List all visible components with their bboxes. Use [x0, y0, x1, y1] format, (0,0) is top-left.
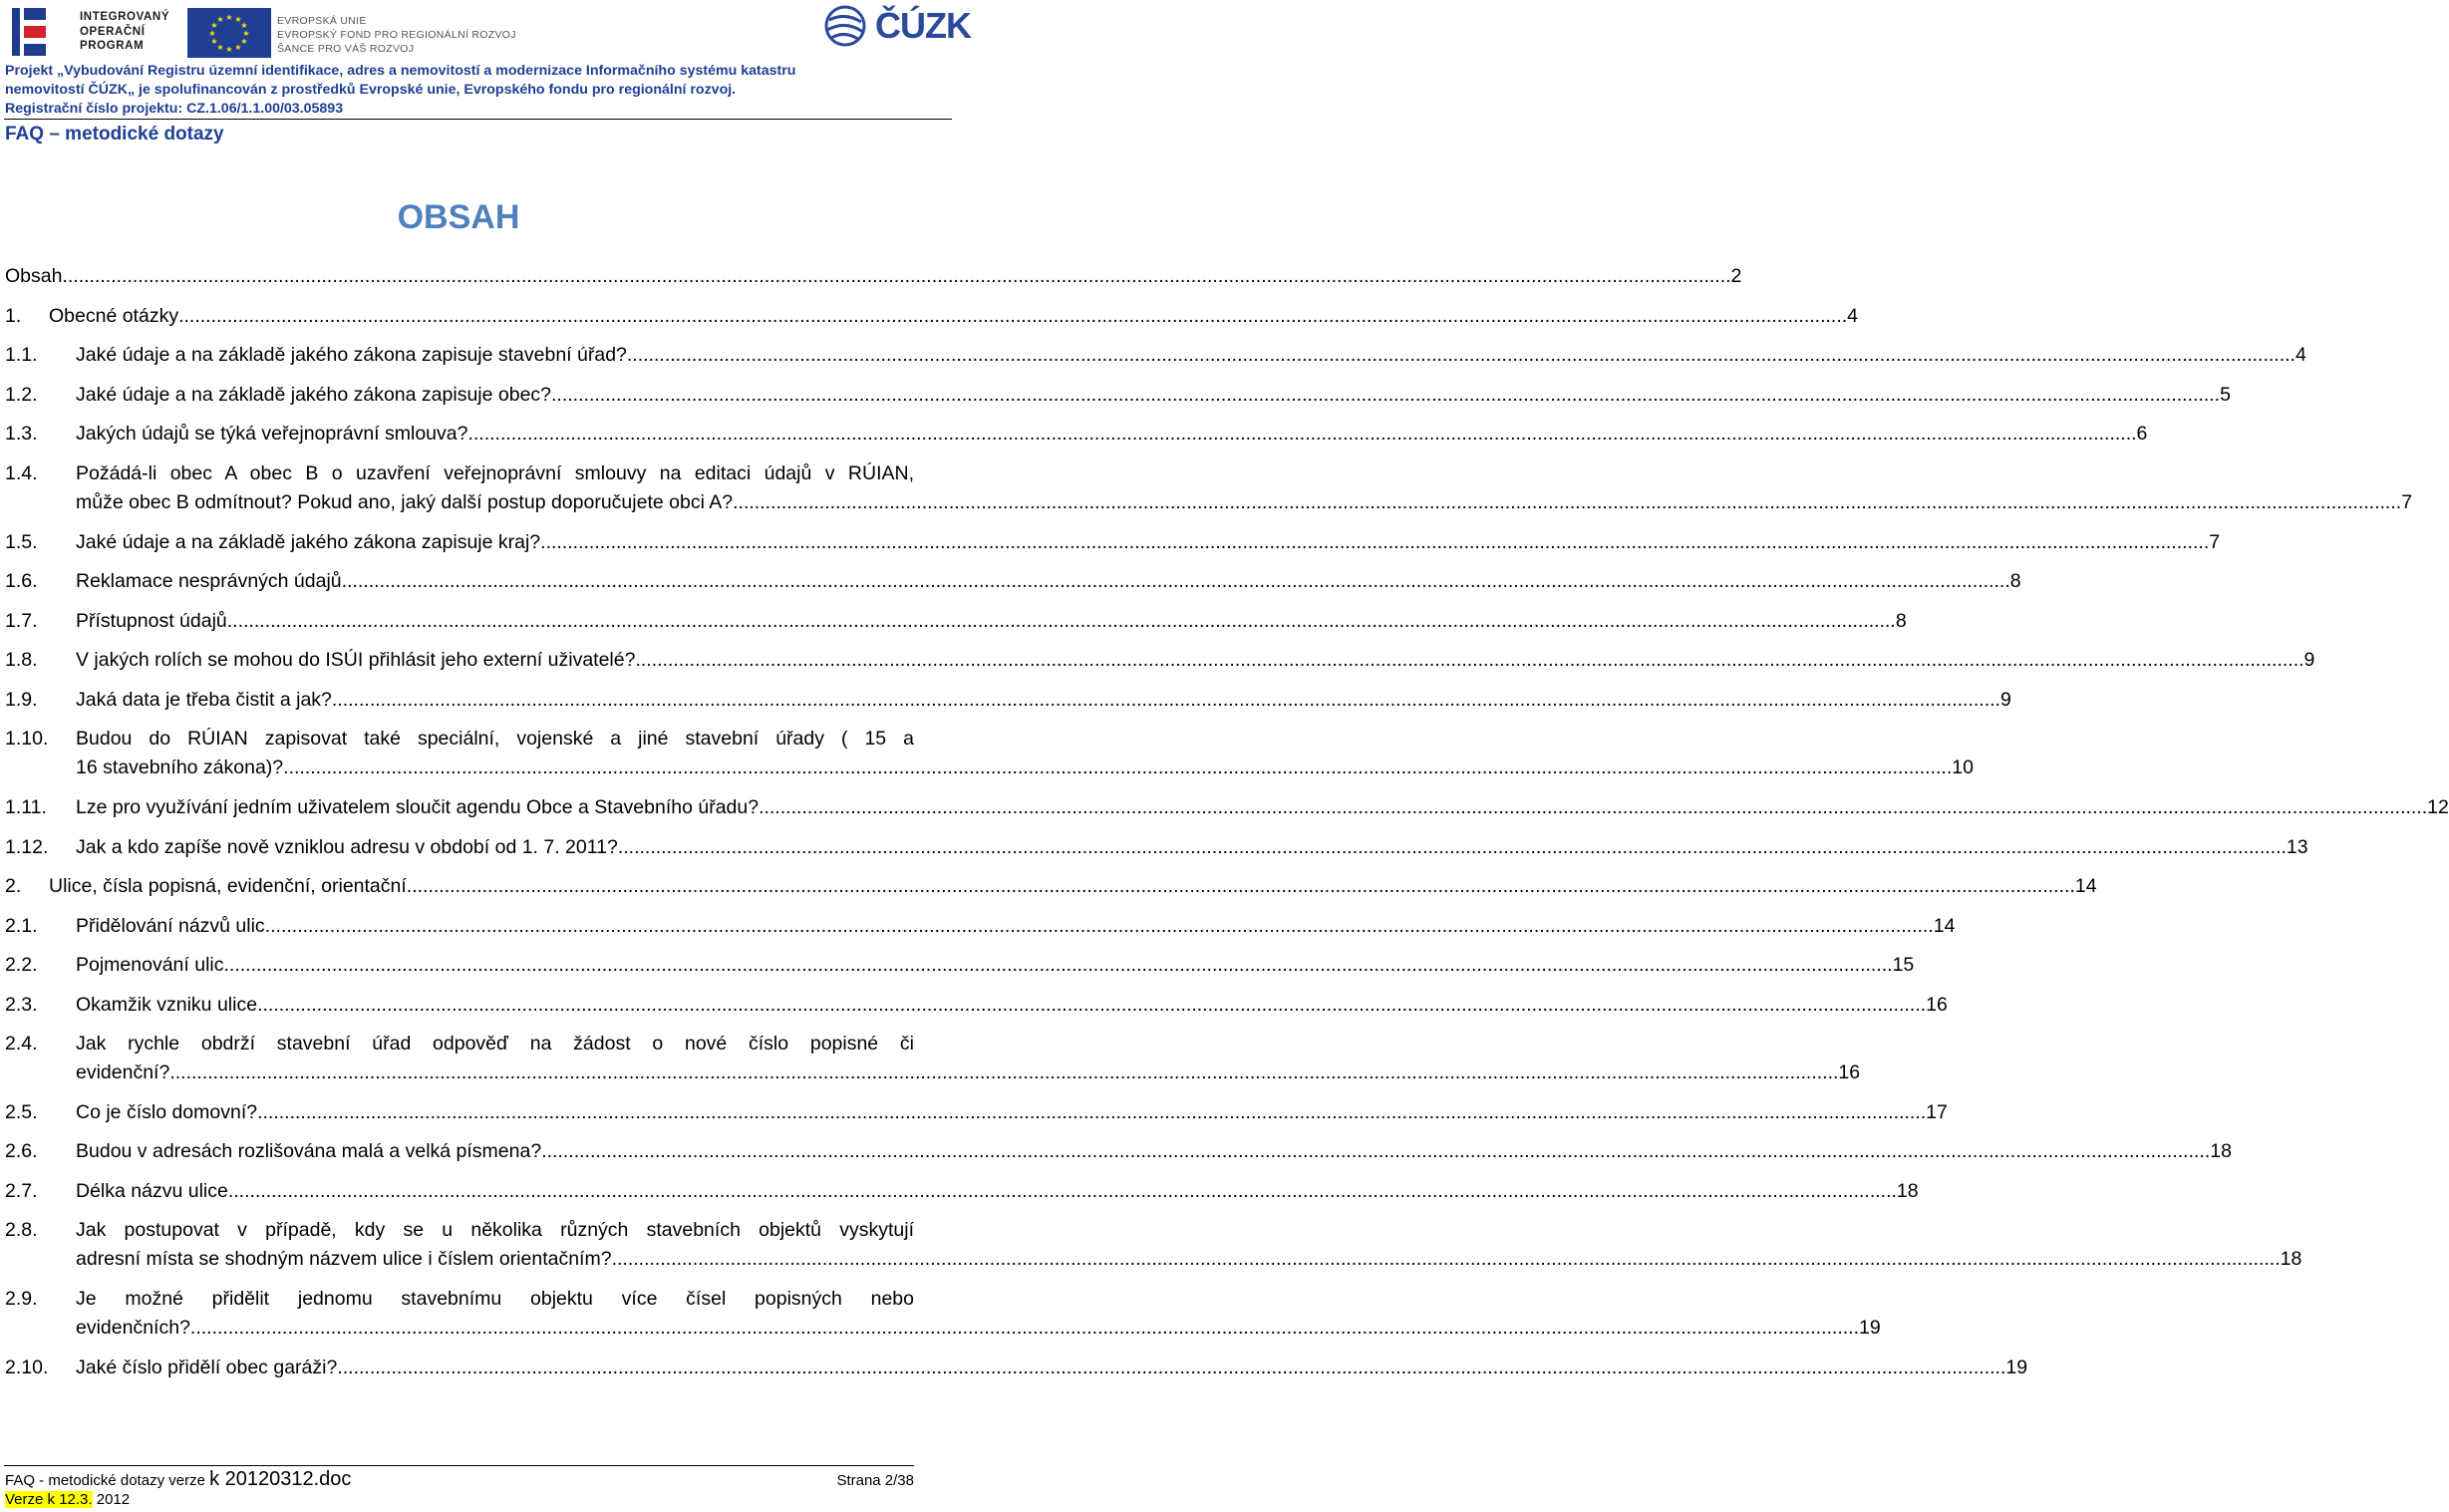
- toc-label-line-1: Jak rychle obdrží stavební úřad odpověď na žádost o nové číslo popisné či: [76, 1033, 914, 1055]
- toc-label: Lze pro využívání jedním uživatelem sloučit agendu Obce a Stavebního úřadu?: [76, 796, 760, 818]
- svg-text:★: ★: [210, 37, 218, 46]
- svg-text:★: ★: [240, 37, 248, 46]
- svg-text:★: ★: [234, 15, 242, 24]
- toc-page: 10: [1952, 756, 1974, 778]
- toc-page: 9: [1999, 689, 2011, 711]
- toc-number: 1.3.: [5, 423, 38, 445]
- toc-number: 1.2.: [5, 384, 38, 406]
- toc-page: 2: [1730, 265, 1742, 287]
- toc-label: může obec B odmítnout? Pokud ano, jaký další postup doporučujete obci A?: [76, 491, 734, 513]
- toc-label-line-1: Jak postupovat v případě, kdy se u několika různých stavebních objektů vyskytují: [76, 1219, 914, 1241]
- iop-logo-text: INTEGROVANÝ OPERAČNÍ PROGRAM: [80, 11, 170, 52]
- toc-leader: [541, 1137, 2210, 1166]
- toc-number: 1.4.: [5, 462, 38, 484]
- eu-flag-icon: [187, 8, 271, 58]
- svg-text:★: ★: [210, 21, 218, 30]
- toc-leader: [342, 567, 2010, 596]
- toc-leader: [759, 793, 2427, 822]
- toc-page: 18: [2210, 1140, 2232, 1162]
- toc-number: 2.3.: [5, 994, 38, 1016]
- toc-page: 7: [2401, 491, 2413, 513]
- toc-label: Budou v adresách rozlišována malá a velká písmena?: [76, 1140, 542, 1162]
- toc-leader: [227, 607, 1896, 636]
- toc-label: Ulice, čísla popisná, evidenční, orientační: [49, 875, 407, 897]
- toc-number: 1.9.: [5, 689, 38, 711]
- cuzk-logo: [823, 4, 971, 48]
- toc-label: Obsah: [5, 265, 63, 287]
- toc-page: 13: [2286, 836, 2308, 858]
- toc-leader: [283, 754, 1952, 782]
- toc-label: Délka názvu ulice: [76, 1180, 228, 1202]
- toc-number: 2.2.: [5, 954, 38, 976]
- toc-leader: [612, 1245, 2281, 1274]
- footer-rule: [4, 1465, 914, 1466]
- toc-leader: [169, 1058, 1838, 1087]
- page-number: Strana 2/38: [836, 1472, 914, 1489]
- toc-number: 2.1.: [5, 915, 38, 937]
- toc-label-line-1: Budou do RÚIAN zapisovat také speciální, vojenské a jiné stavební úřady ( 15 a: [76, 728, 914, 750]
- toc-page: 18: [1896, 1180, 1919, 1202]
- toc-page: 19: [1859, 1317, 1881, 1339]
- project-line-3: Registrační číslo projektu: CZ.1.06/1.1.00/03.05893: [5, 101, 344, 117]
- toc-page: 16: [1926, 994, 1948, 1016]
- toc-number: 2.6.: [5, 1140, 38, 1162]
- svg-text:★: ★: [234, 43, 242, 52]
- toc-page: 14: [1933, 915, 1956, 937]
- toc-leader: [178, 302, 1847, 331]
- header-logos: [0, 0, 971, 62]
- toc-number: 2.7.: [5, 1180, 38, 1202]
- version-highlight: Verze k 12.3.: [5, 1491, 93, 1508]
- toc-number: 1.11.: [5, 796, 47, 818]
- toc-label: V jakých rolích se mohou do ISÚI přihlásit jeho externí uživatelé?: [76, 649, 636, 671]
- toc-number: 1.5.: [5, 531, 38, 553]
- toc-leader: [257, 991, 1926, 1020]
- toc-leader: [224, 951, 1893, 980]
- toc-page: 6: [2136, 423, 2148, 445]
- project-info: [5, 62, 952, 119]
- eu-logo-text: EVROPSKÁ UNIE EVROPSKÝ FOND PRO REGIONÁLNÍ ROZVOJ ŠANCE PRO VÁŠ ROZVOJ: [277, 15, 516, 55]
- cuzk-logo-text: ČÚZK: [875, 5, 971, 46]
- toc-number: 2.4.: [5, 1033, 38, 1055]
- svg-text:★: ★: [216, 15, 224, 24]
- toc-page: 14: [2074, 875, 2097, 897]
- toc-label-line-1: Je možné přidělit jednomu stavebnímu objektu více čísel popisných nebo: [76, 1288, 914, 1310]
- toc-label-line-1: Požádá-li obec A obec B o uzavření veřejnoprávní smlouvy na editaci údajů v RÚIAN,: [76, 462, 914, 484]
- toc-label: evidenční?: [76, 1061, 170, 1083]
- toc-number: 1.6.: [5, 570, 38, 592]
- toc-label: Přidělování názvů ulic: [76, 915, 265, 937]
- toc-page: 9: [2303, 649, 2315, 671]
- toc-label: Jaké údaje a na základě jakého zákona zapisuje kraj?: [76, 531, 541, 553]
- toc-label: Co je číslo domovní?: [76, 1101, 258, 1123]
- toc-label: Jaké údaje a na základě jakého zákona zapisuje stavební úřad?: [76, 344, 627, 366]
- toc-label: Jaké číslo přidělí obec garáži?: [76, 1357, 338, 1378]
- toc-number: 1.: [5, 305, 22, 327]
- toc-page: 8: [2009, 570, 2021, 592]
- toc-leader: [733, 488, 2401, 517]
- toc-label: Jaké údaje a na základě jakého zákona zapisuje obec?: [76, 384, 552, 406]
- toc-number: 1.8.: [5, 649, 38, 671]
- toc-page: 12: [2427, 796, 2449, 818]
- svg-text:★: ★: [225, 13, 233, 22]
- toc-leader: [618, 833, 2287, 862]
- toc-page: 5: [2220, 384, 2231, 406]
- svg-text:★: ★: [216, 43, 224, 52]
- page-title: OBSAH: [397, 198, 520, 236]
- toc-number: 2.9.: [5, 1288, 38, 1310]
- toc-label: Přístupnost údajů: [76, 610, 227, 632]
- toc-leader: [228, 1177, 1897, 1206]
- toc-number: 2.5.: [5, 1101, 38, 1123]
- toc-leader: [635, 646, 2303, 675]
- svg-text:★: ★: [240, 21, 248, 30]
- toc-leader: [62, 262, 1730, 291]
- svg-text:★: ★: [242, 29, 250, 38]
- iop-logo-mark: [12, 8, 52, 56]
- toc-number: 1.7.: [5, 610, 38, 632]
- toc-leader: [190, 1314, 1859, 1343]
- toc-number: 2.: [5, 875, 22, 897]
- toc-page: 8: [1895, 610, 1907, 632]
- project-line-1: Projekt „Vybudování Registru územní identifikace, adres a nemovitostí a modernizace Informačního systému katastru: [5, 63, 796, 79]
- toc-page: 19: [2005, 1357, 2028, 1378]
- toc-page: 17: [1926, 1101, 1948, 1123]
- toc-leader: [551, 381, 2220, 410]
- doc-title: FAQ – metodické dotazy: [5, 124, 224, 145]
- header-rule: [4, 119, 952, 120]
- toc-leader: [337, 1354, 2005, 1382]
- toc-label: Jakých údajů se týká veřejnoprávní smlouva?: [76, 423, 468, 445]
- toc-leader: [332, 686, 2000, 715]
- toc-page: 4: [2295, 344, 2306, 366]
- toc-number: 1.10.: [5, 728, 49, 750]
- toc-leader: [467, 420, 2136, 449]
- project-line-2: nemovitostí ČÚZK„ je spolufinancován z prostředků Evropské unie, Evropského fondu pro regionální rozvoj.: [5, 82, 737, 98]
- toc-label: Jaká data je třeba čistit a jak?: [76, 689, 332, 711]
- footer-filename: FAQ - metodické dotazy verze k 20120312.doc: [5, 1468, 352, 1490]
- toc-page: 18: [2280, 1248, 2302, 1270]
- toc-label: Pojmenování ulic: [76, 954, 224, 976]
- toc-page: 15: [1892, 954, 1915, 976]
- toc-leader: [257, 1098, 1926, 1127]
- toc-label: 16 stavebního zákona)?: [76, 756, 284, 778]
- toc-leader: [407, 872, 2075, 901]
- footer-version: Verze k 12.3. 2012: [5, 1491, 131, 1508]
- toc-label: Jak a kdo zapíše nově vzniklou adresu v období od 1. 7. 2011?: [76, 836, 618, 858]
- svg-text:★: ★: [208, 29, 216, 38]
- toc-number: 1.12.: [5, 836, 49, 858]
- toc-label: evidenčních?: [76, 1317, 190, 1339]
- svg-text:★: ★: [225, 45, 233, 54]
- toc-page: 4: [1847, 305, 1859, 327]
- toc-number: 2.8.: [5, 1219, 38, 1241]
- cuzk-globe-icon: [823, 4, 873, 48]
- iop-logo: [6, 6, 170, 58]
- toc-label: adresní místa se shodným názvem ulice i číslem orientačním?: [76, 1248, 612, 1270]
- toc-label: Reklamace nesprávných údajů: [76, 570, 342, 592]
- toc-number: 2.10.: [5, 1357, 49, 1378]
- toc-label: Okamžik vzniku ulice: [76, 994, 258, 1016]
- toc-page: 16: [1838, 1061, 1861, 1083]
- toc-leader: [265, 912, 1934, 941]
- toc-number: 1.1.: [5, 344, 38, 366]
- toc-leader: [627, 341, 2296, 370]
- toc-leader: [540, 528, 2209, 557]
- toc-label: Obecné otázky: [49, 305, 179, 327]
- toc-page: 7: [2209, 531, 2221, 553]
